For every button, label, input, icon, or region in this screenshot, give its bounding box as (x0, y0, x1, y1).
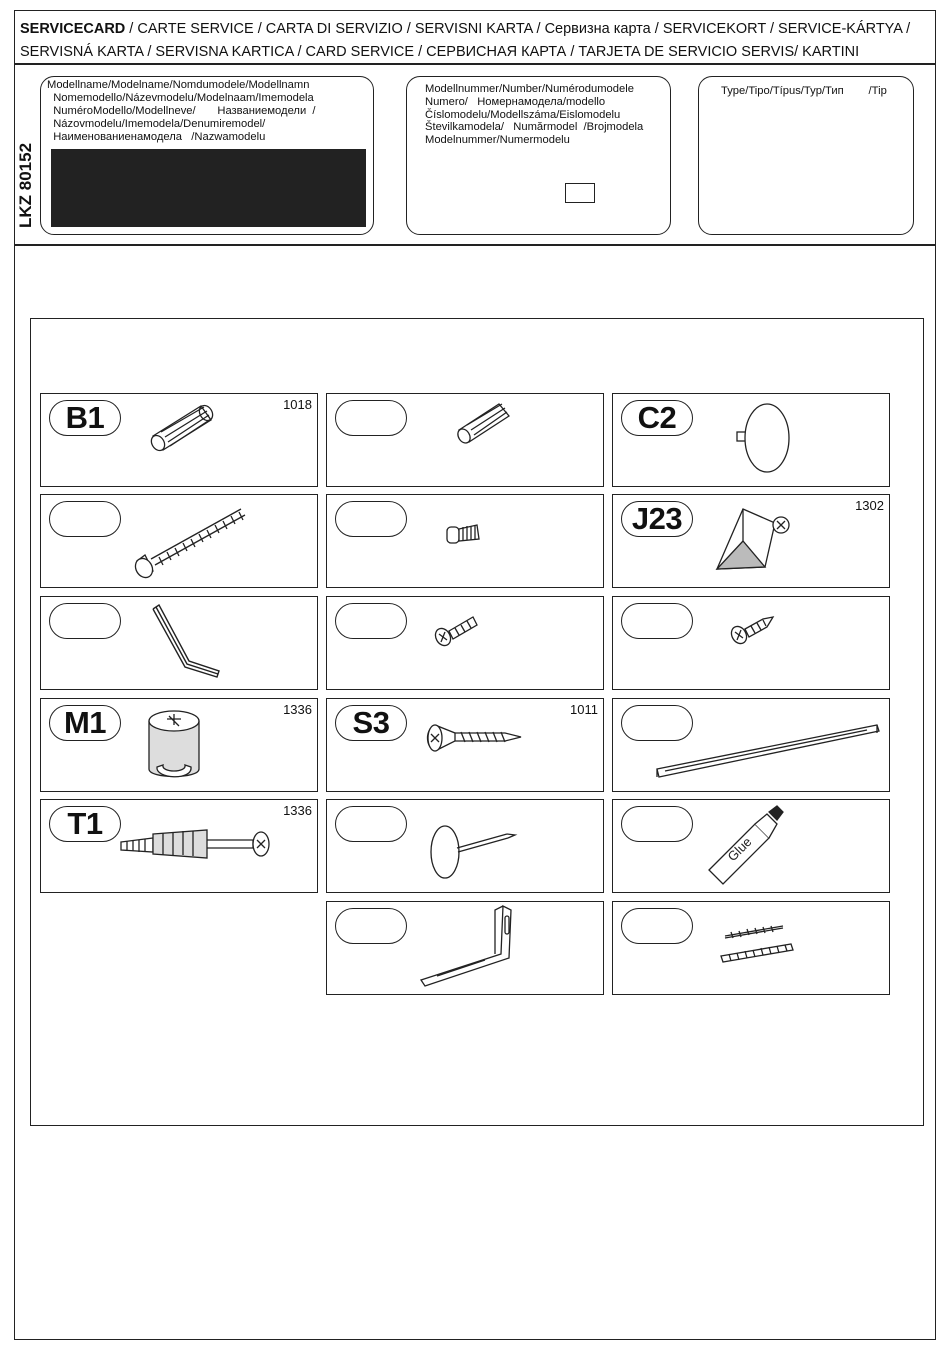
part-cell (326, 494, 604, 588)
type-label: Type/Tipo/Típus/Typ/Тип /Tip (721, 85, 887, 97)
connector-bolt-icon (41, 800, 319, 894)
part-cell (40, 596, 318, 690)
model-name-box[interactable] (40, 76, 374, 235)
long-screw-icon (41, 495, 319, 589)
felt-pad-nail-icon (327, 800, 605, 894)
part-cell (40, 698, 318, 792)
angle-bracket-icon (327, 902, 605, 996)
part-cell (326, 596, 604, 690)
part-code: M1 (49, 705, 121, 741)
part-cell (40, 494, 318, 588)
header-title (20, 18, 936, 64)
dowel-icon (41, 394, 319, 488)
part-cell (326, 799, 604, 893)
part-cell (612, 393, 890, 487)
part-cell (612, 494, 890, 588)
header-bottom-rule (14, 244, 936, 246)
header-line2: SERVISNÁ KARTA / SERVISNA KARTICA / CARD SERVICE / СЕРВИСНАЯ КАРТА / TARJETA DE SERVICIO SERVIS/ KARTINI (20, 44, 860, 60)
drawer-rail-icon (613, 699, 891, 793)
part-cell (40, 393, 318, 487)
header-bold-title: SERVICECARD (20, 21, 126, 37)
wood-screw-icon (613, 597, 891, 691)
cover-cap-icon (613, 394, 891, 488)
corner-bracket-icon (613, 495, 891, 589)
header-line1: / CARTE SERVICE / CARTA DI SERVIZIO / SERVISNI KARTA / Сервизна карта / SERVICEKORT / SERVICE-KÁRTYA / (125, 21, 911, 37)
wall-plug-screw-icon (613, 902, 891, 996)
part-cell (326, 901, 604, 995)
part-cell (326, 393, 604, 487)
glue-tube-icon (613, 800, 891, 894)
part-code: J23 (621, 501, 693, 537)
glue-label: Glue (724, 834, 755, 865)
part-number: 1336 (283, 702, 312, 717)
part-number: 1336 (283, 803, 312, 818)
part-code: T1 (49, 806, 121, 842)
type-box[interactable] (698, 76, 914, 235)
header-rule (14, 63, 936, 65)
hex-key-icon (41, 597, 319, 691)
part-number: 1302 (855, 498, 884, 513)
part-number: 1018 (283, 397, 312, 412)
part-cell (326, 698, 604, 792)
countersunk-screw-icon (327, 699, 605, 793)
model-name-redacted (51, 149, 366, 227)
part-cell (40, 799, 318, 893)
part-cell (612, 596, 890, 690)
part-cell (612, 698, 890, 792)
part-code: B1 (49, 400, 121, 436)
euro-screw-icon (327, 495, 605, 589)
side-code: LKZ 80152 (16, 142, 35, 228)
model-name-label: Modellname/Modelname/Nomdumodele/Modellnamn Nomemodello/Názevmodelu/Modelnaam/Imemodela NuméroModello/Modellneve/ Названиемодели / Názovmodelu/Imemodela/Denumiremodel/ Наименованиенамодела /Nazwamodelu (47, 79, 316, 143)
part-cell (612, 799, 890, 893)
model-number-box[interactable] (406, 76, 671, 235)
cam-lock-icon (41, 699, 319, 793)
part-code: S3 (335, 705, 407, 741)
part-cell (612, 901, 890, 995)
model-number-field[interactable] (565, 183, 595, 203)
part-number: 1011 (570, 702, 598, 717)
dowel-icon (327, 394, 605, 488)
part-code: C2 (621, 400, 693, 436)
model-number-label: Modellnummer/Number/Numérodumodele Numero/ Номерна​модела/modello Číslomodelu/Modellszáma/Eislomodelu Številkamodela/ Numărmodel /Brojmodela Modelnummer/Numermodelu (425, 83, 644, 147)
machine-screw-icon (327, 597, 605, 691)
